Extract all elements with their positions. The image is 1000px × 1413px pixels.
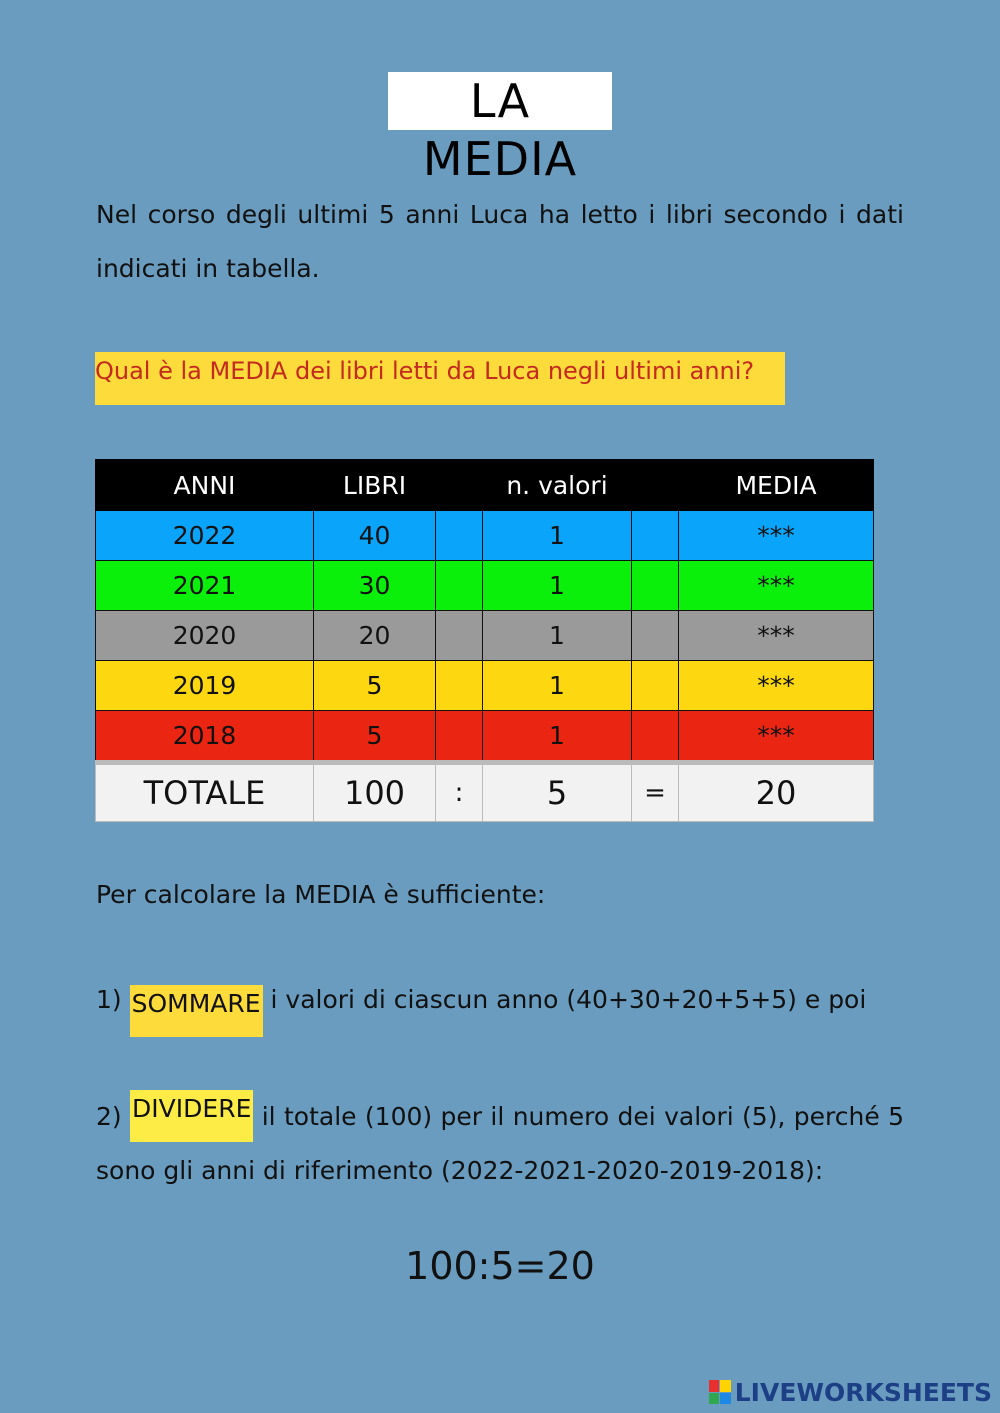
cell-libri: 30 (314, 561, 436, 611)
question-highlight: Qual è la MEDIA dei libri letti da Luca negli ultimi anni? (95, 352, 785, 405)
liveworksheets-icon (709, 1380, 731, 1404)
cell-valori: 1 (483, 661, 632, 711)
step-2-text: il totale (100) per il numero dei valori (5), perché 5 sono gli anni di riferimento (2022-2021-2020-2019-2018): (96, 1102, 905, 1185)
cell-valori: 1 (483, 611, 632, 661)
total-count: 5 (483, 763, 632, 822)
header-anni: ANNI (96, 460, 314, 511)
header-spacer (436, 460, 483, 511)
cell-libri: 5 (314, 661, 436, 711)
table-row (96, 661, 874, 711)
cell-anno: 2022 (96, 511, 314, 561)
table-row (96, 611, 874, 661)
step-1 (96, 985, 866, 1037)
header-media: MEDIA (679, 460, 874, 511)
total-result: 20 (679, 763, 874, 822)
step-2-prefix: 2) (96, 1102, 131, 1131)
cell-media-input[interactable]: *** (679, 561, 874, 611)
total-sum: 100 (314, 763, 436, 822)
cell-spacer (436, 661, 483, 711)
table-row (96, 711, 874, 763)
equals-operator: = (632, 763, 679, 822)
table-row (96, 561, 874, 611)
cell-valori: 1 (483, 711, 632, 763)
divide-operator: : (436, 763, 483, 822)
cell-valori: 1 (483, 561, 632, 611)
header-valori: n. valori (483, 460, 632, 511)
header-spacer (632, 460, 679, 511)
cell-spacer (436, 611, 483, 661)
cell-spacer (632, 511, 679, 561)
cell-spacer (632, 661, 679, 711)
cell-spacer (436, 711, 483, 763)
step-2 (96, 1090, 904, 1198)
brand-name: LIVEWORKSHEETS (734, 1377, 992, 1407)
brand-logo[interactable] (709, 1374, 992, 1410)
header-libri: LIBRI (314, 460, 436, 511)
cell-libri: 40 (314, 511, 436, 561)
cell-media-input[interactable]: *** (679, 511, 874, 561)
total-row (96, 763, 874, 822)
table-row (96, 511, 874, 561)
cell-spacer (436, 561, 483, 611)
cell-spacer (436, 511, 483, 561)
cell-media-input[interactable]: *** (679, 711, 874, 763)
table-header-row (96, 460, 874, 511)
formula: 100:5=20 (405, 1244, 595, 1288)
page-title: LA MEDIA (388, 72, 612, 130)
step-2-keyword: DIVIDERE (130, 1090, 253, 1142)
cell-media-input[interactable]: *** (679, 611, 874, 661)
intro-paragraph: Nel corso degli ultimi 5 anni Luca ha letto i libri secondo i dati indicati in tabella. (96, 200, 904, 283)
step-1-keyword: SOMMARE (130, 985, 263, 1037)
cell-media-input[interactable]: *** (679, 661, 874, 711)
cell-anno: 2019 (96, 661, 314, 711)
cell-anno: 2020 (96, 611, 314, 661)
cell-libri: 5 (314, 711, 436, 763)
explain-intro: Per calcolare la MEDIA è sufficiente: (96, 880, 546, 909)
cell-spacer (632, 561, 679, 611)
total-label: TOTALE (96, 763, 314, 822)
step-1-text: i valori di ciascun anno (40+30+20+5+5) e poi (262, 985, 867, 1014)
cell-anno: 2021 (96, 561, 314, 611)
data-table (95, 459, 874, 822)
cell-spacer (632, 611, 679, 661)
cell-valori: 1 (483, 511, 632, 561)
step-1-prefix: 1) (96, 985, 130, 1014)
cell-spacer (632, 711, 679, 763)
cell-libri: 20 (314, 611, 436, 661)
cell-anno: 2018 (96, 711, 314, 763)
